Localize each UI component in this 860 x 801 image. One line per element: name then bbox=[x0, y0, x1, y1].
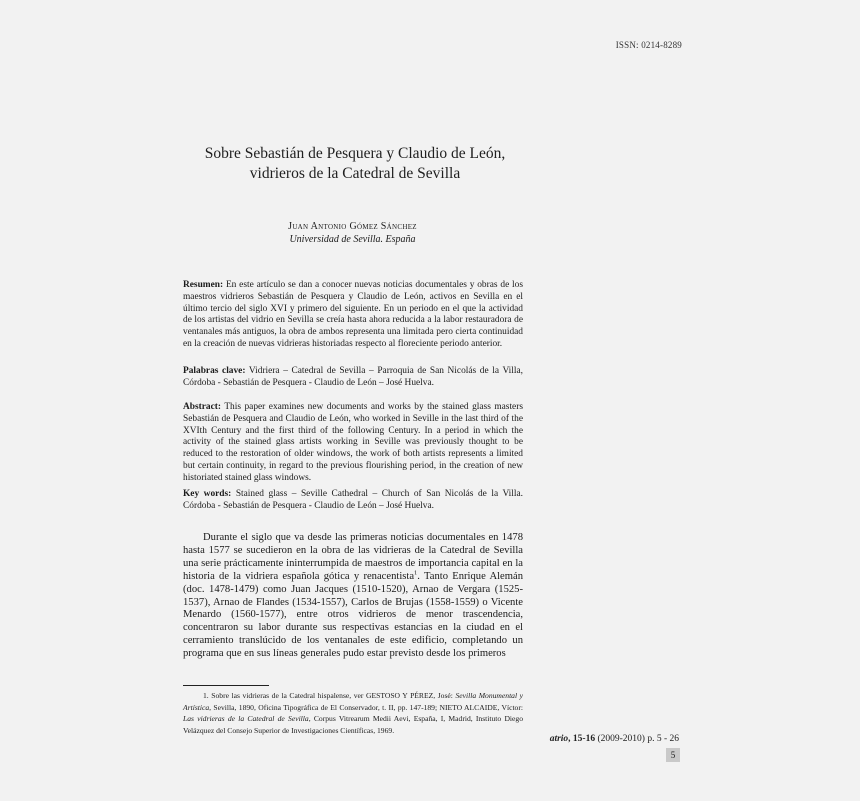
abstract-label: Abstract: bbox=[183, 402, 222, 412]
footnote-text-a: Sobre las vidrieras de la Catedral hispalense, ver GESTOSO Y PÉREZ, José: bbox=[211, 691, 453, 700]
palabras-clave-text: Vidriera – Catedral de Sevilla – Parroquia de San Nicolás de la Villa, Córdoba - Sebastián de Pesquera - Claudio de León – José Huelva. bbox=[183, 366, 523, 388]
article-title: Sobre Sebastián de Pesquera y Claudio de León, vidrieros de la Catedral de Sevilla bbox=[204, 145, 506, 182]
key-words-text: Stained glass – Seville Cathedral – Church of San Nicolás de la Villa. Córdoba - Sebastián de Pesquera - Claudio de León – José Huelva. bbox=[183, 489, 523, 511]
page-number: 5 bbox=[666, 748, 680, 762]
footnote-title-b: Las vidrieras de la Catedral de Sevilla bbox=[183, 714, 309, 724]
resumen-paragraph bbox=[183, 280, 523, 351]
key-words-label: Key words: bbox=[183, 489, 232, 499]
abstract-text: This paper examines new documents and works by the stained glass masters Sebastián de Pesquera and Claudio de León, who worked in Seville in the last third of the XVIth Century and the first third of the following Century. In a period in which the activity of the stained glass artists working in Seville was previously thought to be reduced to the restoration of older windows, the work of both artists represents a limited but certain continuity, in regard to the previous flourishing period, in the creation of new historiated stained glass windows. bbox=[183, 402, 523, 483]
abstract-paragraph bbox=[183, 402, 523, 485]
footnote-reference[interactable]: 1 bbox=[414, 569, 418, 577]
journal-citation bbox=[550, 734, 679, 744]
footnote-number: 1. bbox=[203, 691, 209, 700]
body-text-before-note: Durante el siglo que va desde las primeras noticias documentales en 1478 hasta 1577 se sucedieron en la obra de las vidrieras de la Catedral de Sevilla una serie prácticamente ininterrumpida de maestros de importancia capital en la historia de la vidriera española gótica y renacentista bbox=[183, 532, 523, 582]
footnote-title-a: Sevilla Monumental y Artística bbox=[183, 691, 524, 712]
resumen-text: En este artículo se dan a conocer nuevas noticias documentales y obras de los maestros vidrieros Sebastián de Pesquera y Claudio de León, activos en Sevilla en el último tercio del siglo XVI y primero del siguiente. En un periodo en el que la actividad de los artistas del vidrio en Sevilla se creía hasta ahora reducida a la labor restauradora de ventanales más antiguos, la obra de ambos representa una limitada pero cierta continuidad en la creación de nuevas vidrieras historiadas respecto al floreciente periodo anterior. bbox=[183, 280, 523, 349]
footnote-divider bbox=[183, 685, 269, 686]
journal-name: atrio bbox=[549, 734, 569, 744]
journal-volume: , 15-16 bbox=[568, 734, 596, 744]
author-affiliation: Universidad de Sevilla. España bbox=[289, 234, 416, 245]
author-name: Juan Antonio Gómez Sánchez bbox=[288, 221, 417, 232]
footnote-text-b: , Sevilla, 1890, Oficina Tipográfica de El Conservador, t. II, pp. 147-189; NIETO ALCAIDE, Víctor: bbox=[209, 702, 523, 712]
palabras-clave-paragraph bbox=[183, 366, 523, 390]
footnote bbox=[183, 690, 523, 737]
body-paragraph bbox=[183, 532, 523, 661]
footnote-text-c: , Corpus Vitrearum Medii Aevi, España, I, Madrid, Instituto Diego Velázquez del Consejo Superior de Investigaciones Científicas, 1969. bbox=[183, 714, 523, 736]
palabras-clave-label: Palabras clave: bbox=[183, 366, 246, 376]
body-text-after-note: . Tanto Enrique Alemán (doc. 1478-1479) como Juan Jacques (1510-1520), Arnao de Vergara (1525-1537), Arnao de Flandes (1534-1557), Carlos de Brujas (1558-1559) o Vicente Menardo (1560-1577), entre otros vidrieros de menor trascendencia, concentraron su labor durante sus respectivas estancias en la ciudad en el cerramiento translúcido de los ventanales de este edificio, completando un programa que en sus líneas generales pudo estar previsto desde los primeros bbox=[183, 570, 524, 660]
resumen-label: Resumen: bbox=[183, 280, 224, 290]
issn-label: ISSN: 0214-8289 bbox=[615, 40, 682, 50]
journal-years-pages: (2009-2010) p. 5 - 26 bbox=[595, 734, 679, 744]
key-words-paragraph bbox=[183, 489, 523, 513]
